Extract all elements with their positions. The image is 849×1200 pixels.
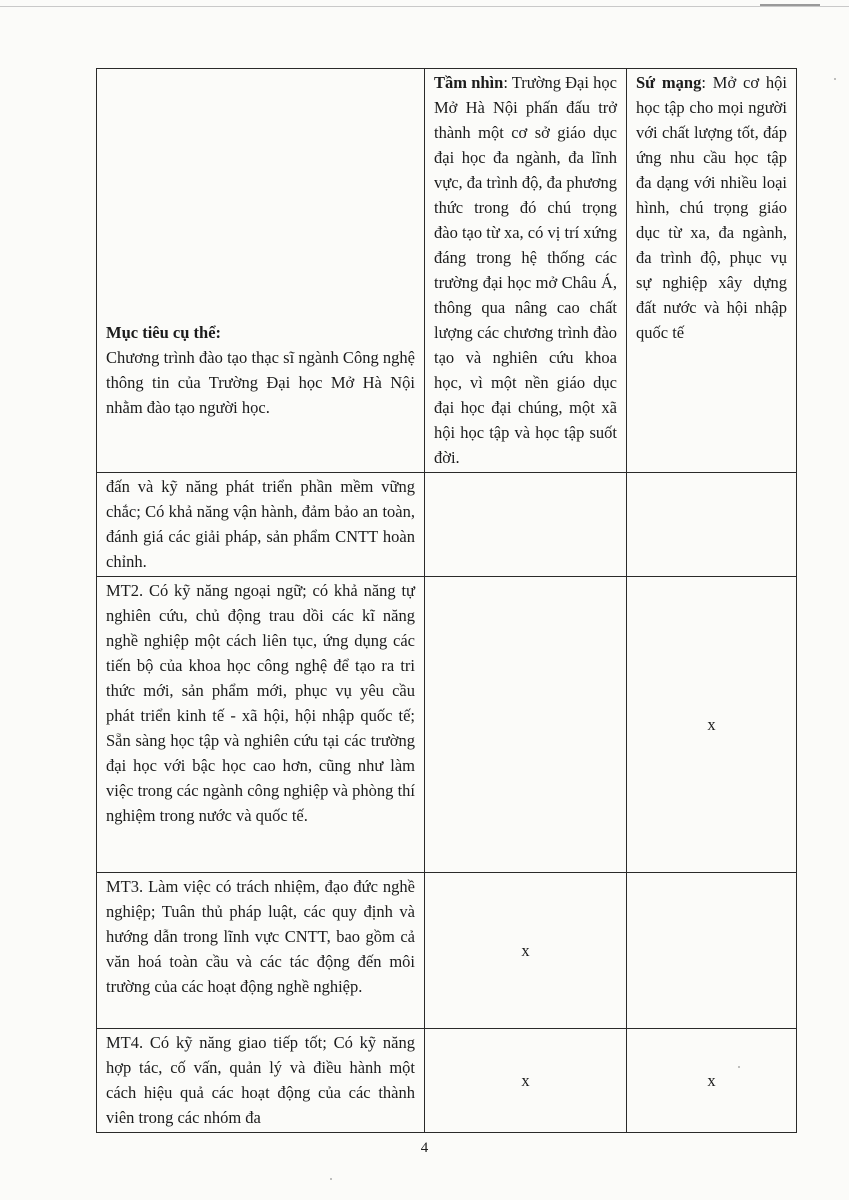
scan-speck xyxy=(330,1178,332,1180)
page-number: 4 xyxy=(420,1140,429,1156)
mission-mark: x xyxy=(627,1029,797,1133)
table-row xyxy=(97,577,797,873)
mission-mark xyxy=(627,873,797,1029)
specific-objectives-cell xyxy=(97,69,425,473)
table-header-row xyxy=(97,69,797,473)
vision-mark: x xyxy=(425,873,627,1029)
vision-text: : Trường Đại học Mở Hà Nội phấn đấu trở thành một cơ sở giáo dục đại học đa ngành, đa lĩnh vực, đa trình độ, đa phương thức trong đó chú trọng đào tạo từ xa, có vị trí xứng đáng trong hệ thống các trường đại học mở Châu Á, thông qua nâng cao chất lượng các chương trình đào tạo và nghiên cứu khoa học, vì một nền giáo dục đại học đại chúng, một xã hội học tập và học tập suốt đời. xyxy=(434,73,617,467)
mission-cell xyxy=(627,69,797,473)
specific-objectives-heading: Mục tiêu cụ thể: xyxy=(106,323,222,342)
scan-speck xyxy=(738,1066,740,1068)
objective-text: MT3. Làm việc có trách nhiệm, đạo đức nghề nghiệp; Tuân thủ pháp luật, các quy định và hướng dẫn trong lĩnh vực CNTT, bao gồm cả văn hoá toàn cầu và các tác động đến môi trường của các hoạt động nghề nghiệp. xyxy=(97,873,425,1029)
table-row xyxy=(97,1029,797,1133)
vision-mark: x xyxy=(425,1029,627,1133)
vision-label: Tầm nhìn xyxy=(434,73,504,92)
vision-cell xyxy=(425,69,627,473)
scan-top-mark xyxy=(760,4,820,6)
mission-mark xyxy=(627,473,797,577)
objective-text: MT4. Có kỹ năng giao tiếp tốt; Có kỹ năng hợp tác, cố vấn, quản lý và điều hành một cách hiệu quả các hoạt động của các thành viên trong các nhóm đa xyxy=(97,1029,425,1133)
vision-mark xyxy=(425,473,627,577)
mission-label: Sứ mạng xyxy=(636,73,702,92)
vision-mark xyxy=(425,577,627,873)
mission-mark: x xyxy=(627,577,797,873)
mission-text: : Mở cơ hội học tập cho mọi người với chất lượng tốt, đáp ứng nhu cầu học tập đa dạng với nhiều loại hình, chú trọng giáo dục từ xa, đa ngành, đa trình độ, phục vụ sự nghiệp xây dựng đất nước và hội nhập quốc tế xyxy=(636,73,787,342)
table-row xyxy=(97,473,797,577)
scan-speck xyxy=(834,78,836,80)
objectives-table xyxy=(96,68,797,1133)
specific-objectives-text: Chương trình đào tạo thạc sĩ ngành Công nghệ thông tin của Trường Đại học Mở Hà Nội nhằm đào tạo người học. xyxy=(106,348,415,417)
scan-top-line xyxy=(0,6,849,7)
objective-text: đấn và kỹ năng phát triển phần mềm vững chắc; Có khả năng vận hành, đảm bảo an toàn, đánh giá các giải pháp, sản phẩm CNTT hoàn chỉnh. xyxy=(97,473,425,577)
objective-text: MT2. Có kỹ năng ngoại ngữ; có khả năng tự nghiên cứu, chủ động trau dồi các kĩ năng nghề nghiệp một cách liên tục, ứng dụng các tiến bộ của khoa học công nghệ để tạo ra tri thức mới, sản phẩm mới, phục vụ yêu cầu phát triển kinh tế - xã hội, hội nhập quốc tế; Sẵn sàng học tập và nghiên cứu tại các trường đại học với bậc học cao hơn, cũng như làm việc trong các ngành công nghiệp và phòng thí nghiệm trong nước và quốc tế. xyxy=(97,577,425,873)
table-row xyxy=(97,873,797,1029)
